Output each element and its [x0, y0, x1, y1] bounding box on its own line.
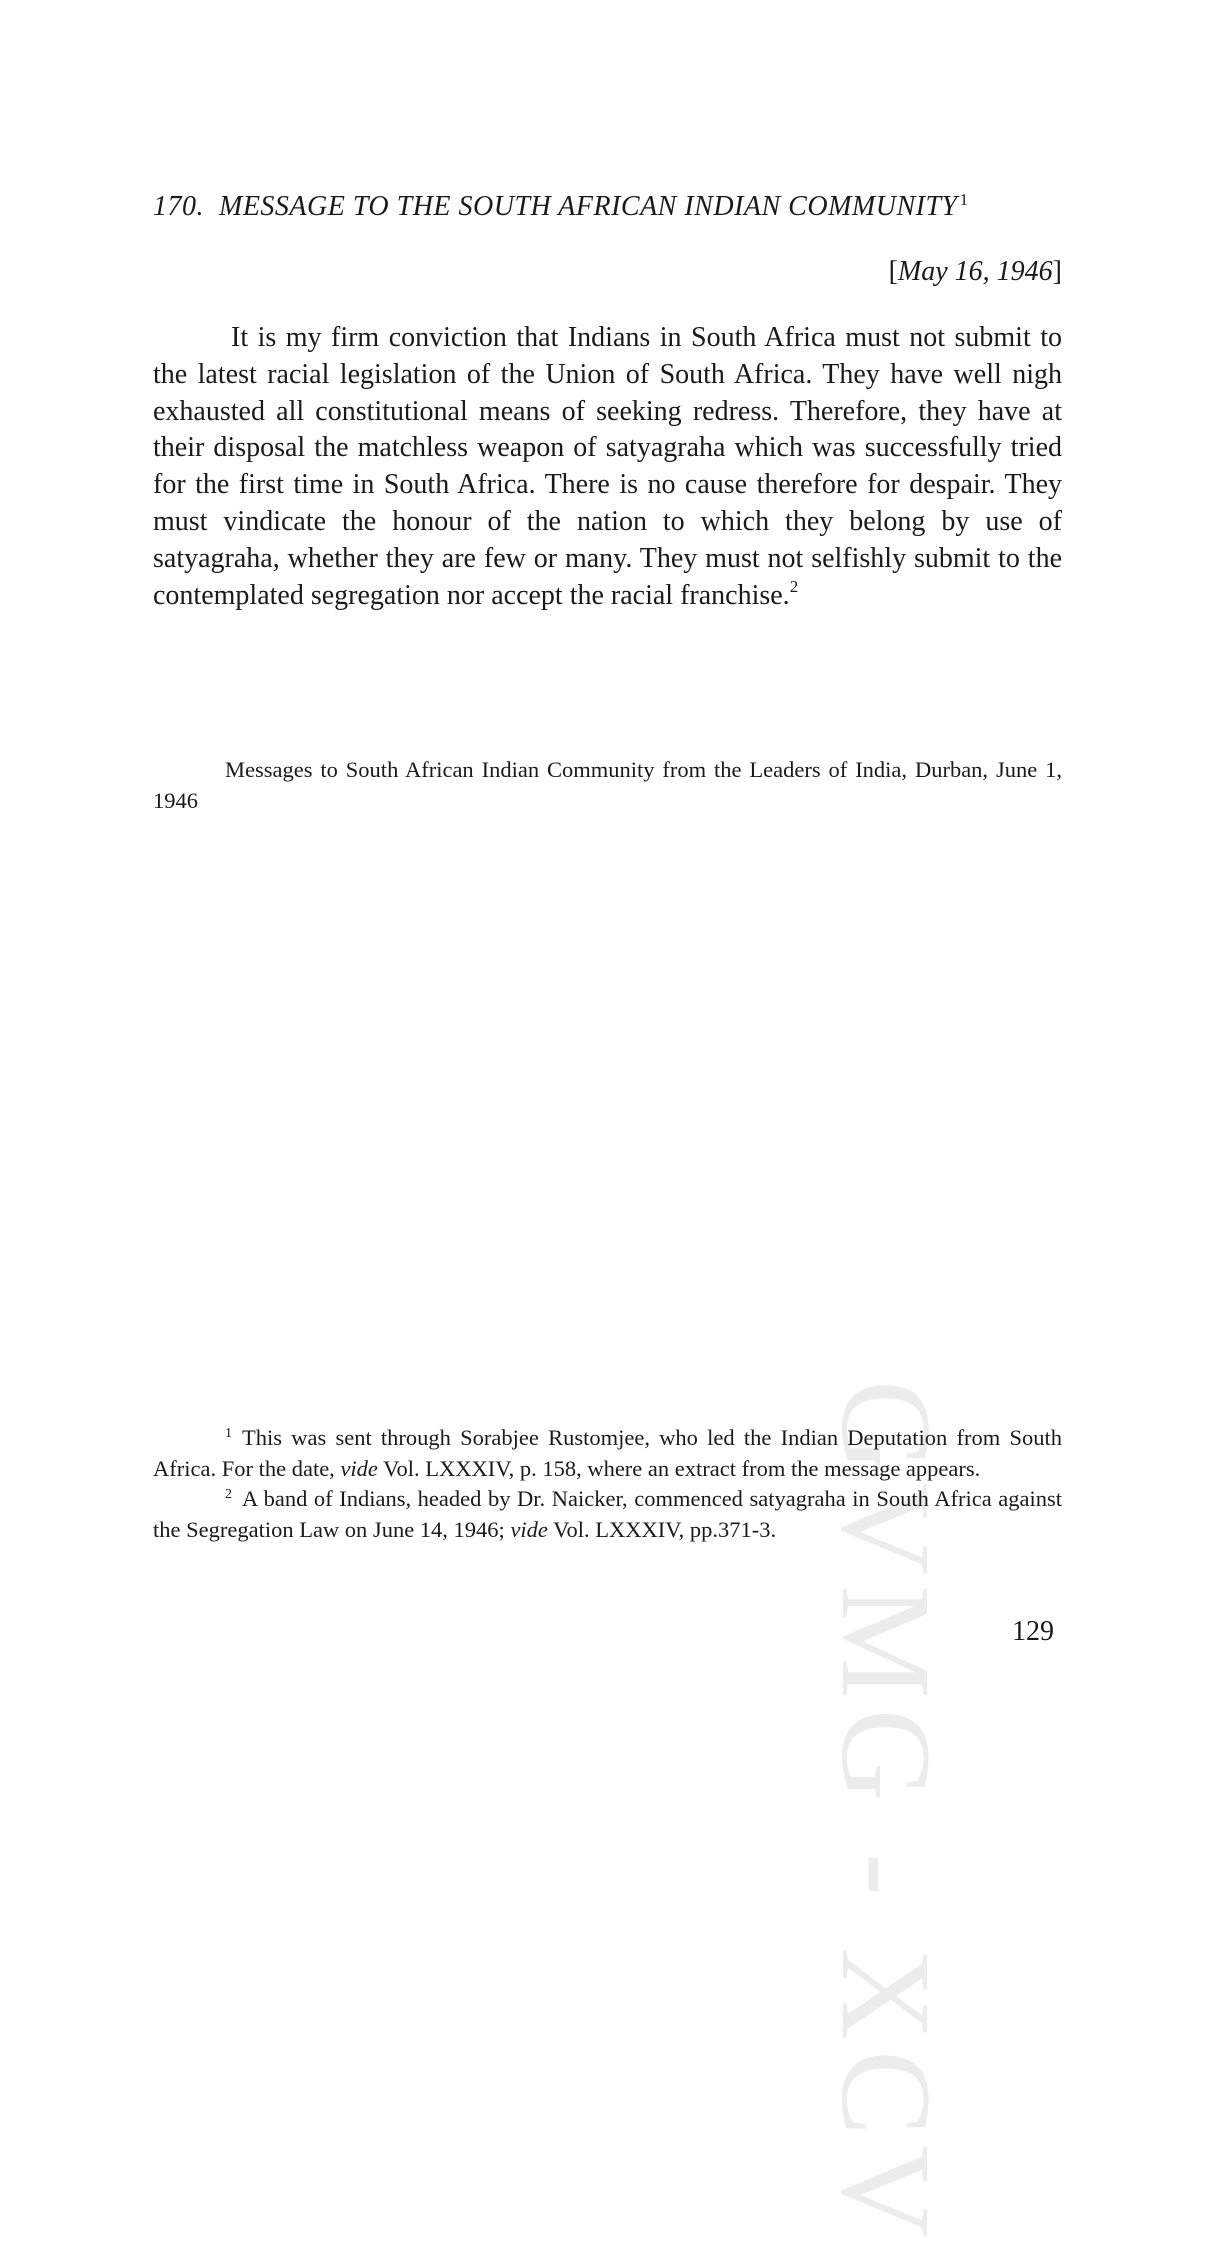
message-date: [May 16, 1946]	[888, 256, 1062, 287]
source-citation: Messages to South African Indian Community from the Leaders of India, Durban, June 1, 1946	[153, 757, 1062, 813]
footnote-ref-1[interactable]: 1	[959, 190, 969, 209]
footnote-mark: 1	[225, 1426, 232, 1441]
body-text: It is my firm conviction that Indians in South Africa must not submit to the latest racial legislation of the Union of South Africa. They have well nigh exhausted all constitutional means of seeking redress. Therefore, they have at their disposal the matchless weapon of satyagraha which was successfully tried for the first time in South Africa. There is no cause therefore for despair. They must vindicate the honour of the nation to which they belong by use of satyagraha, whether they are few or many. They must not selfishly submit to the contemplated segregation nor accept the racial franchise.	[153, 322, 1062, 611]
footnote-1: $^1$ This was sent through Sorabjee Rustomjee, who led the Indian Deputation from South Africa. For the date, vide Vol. LXXXIV, p. 158, where an extract from the message appears.	[153, 1425, 1062, 1481]
footnote-2: $^2$ A band of Indians, headed by Dr. Naicker, commenced satyagraha in South Africa against the Segregation Law on June 14, 1946; vide Vol. LXXXIV, pp.371-3.	[153, 1486, 1062, 1542]
section-number: 170.	[153, 191, 204, 222]
footnote-mark: 2	[225, 1487, 232, 1502]
section-heading	[153, 190, 1063, 223]
watermark: GVMG - XCV	[815, 1380, 957, 2248]
footnotes	[153, 1423, 1062, 1545]
body-paragraph	[153, 320, 1062, 614]
date-text: May 16, 1946	[897, 256, 1053, 287]
section-title: MESSAGE TO THE SOUTH AFRICAN INDIAN COMMUNITY	[219, 191, 958, 222]
page-number: 129	[1012, 1616, 1054, 1647]
footnote-ref-2[interactable]: 2	[789, 576, 799, 596]
